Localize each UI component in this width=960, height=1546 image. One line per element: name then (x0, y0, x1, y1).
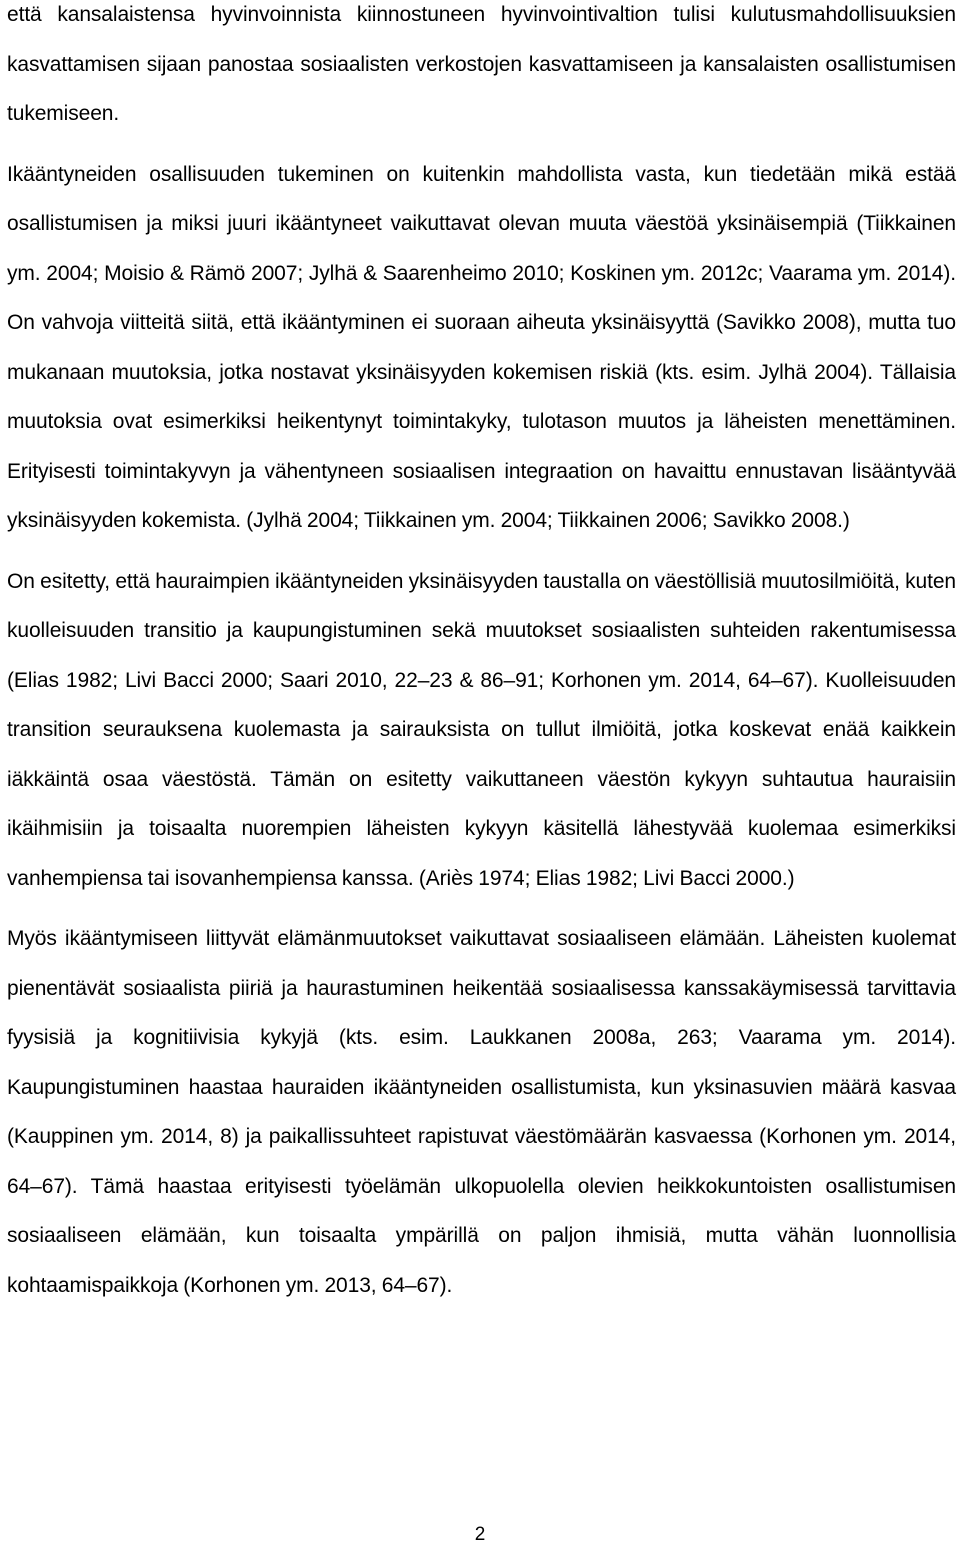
paragraph-3: On esitetty, että hauraimpien ikääntyneiden yksinäisyyden taustalla on väestöllisiä muutosilmiöitä, kuten kuolleisuuden transitio ja kaupungistuminen sekä muutokset sosiaalisten suhteiden rakentumisessa (Elias 1982; Livi Bacci 2000; Saari 2010, 22–23 & 86–91; Korhonen ym. 2014, 64–67). Kuolleisuuden transition seurauksena kuolemasta ja sairauksista on tullut ilmiöitä, jotka koskevat enää kaikkein iäkkäintä osaa väestöstä. Tämän on esitetty vaikuttaneen väestön kykyyn suhtautua hauraisiin ikäihmisiin ja toisaalta nuorempien läheisten kykyyn käsitellä lähestyvää kuolemaa esimerkiksi vanhempiensa tai isovanhempiensa kanssa. (Ariès 1974; Elias 1982; Livi Bacci 2000.) (7, 569, 956, 890)
paragraph-gap (7, 546, 956, 557)
paragraph-gap (7, 139, 956, 150)
page-number: 2 (474, 1524, 486, 1545)
paragraph-4: Myös ikääntymiseen liittyvät elämänmuutokset vaikuttavat sosiaaliseen elämään. Läheisten kuolemat pienentävät sosiaalista piiriä ja haurastuminen heikentää sosiaalisessa kanssakäymisessä tarvittavia fyysisiä ja kognitiivisia kykyjä (kts. esim. Laukkanen 2008a, 263; Vaarama ym. 2014). Kaupungistuminen haastaa hauraiden ikääntyneiden osallistumista, kun yksinasuvien määrä kasvaa (Kauppinen ym. 2014, 8) ja paikallissuhteet rapistuvat väestömäärän kasvaessa (Korhonen ym. 2014, 64–67). Tämä haastaa erityisesti työelämän ulkopuolella olevien heikkokuntoisten osallistumisen sosiaaliseen elämään, kun toisaalta ympärillä on paljon ihmisiä, mutta vähän luonnollisia kohtaamispaikkoja (Korhonen ym. 2013, 64–67). (7, 927, 956, 1297)
body-text (7, 0, 956, 1310)
paragraph-2: Ikääntyneiden osallisuuden tukeminen on kuitenkin mahdollista vasta, kun tiedetään mikä estää osallistumisen ja miksi juuri ikääntyneet vaikuttavat olevan muuta väestöä yksinäisempiä (Tiikkainen ym. 2004; Moisio & Rämö 2007; Jylhä & Saarenheimo 2010; Koskinen ym. 2012c; Vaarama ym. 2014). On vahvoja viitteitä siitä, että ikääntyminen ei suoraan aiheuta yksinäisyyttä (Savikko 2008), mutta tuo mukanaan muutoksia, jotka nostavat yksinäisyyden kokemisen riskiä (kts. esim. Jylhä 2004). Tällaisia muutoksia ovat esimerkiksi heikentynyt toimintakyky, tulotason muutos ja läheisten menettäminen. Erityisesti toimintakyvyn ja vähentyneen sosiaalisen integraation on havaittu ennustavan lisääntyvää yksinäisyyden kokemista. (Jylhä 2004; Tiikkainen ym. 2004; Tiikkainen 2006; Savikko 2008.) (7, 162, 956, 532)
paragraph-1: että kansalaistensa hyvinvoinnista kiinnostuneen hyvinvointivaltion tulisi kulutusmahdollisuuksien kasvattamisen sijaan panostaa sosiaalisten verkostojen kasvattamiseen ja kansalaisten osallistumisen tukemiseen. (7, 3, 956, 125)
paragraph-gap (7, 903, 956, 914)
